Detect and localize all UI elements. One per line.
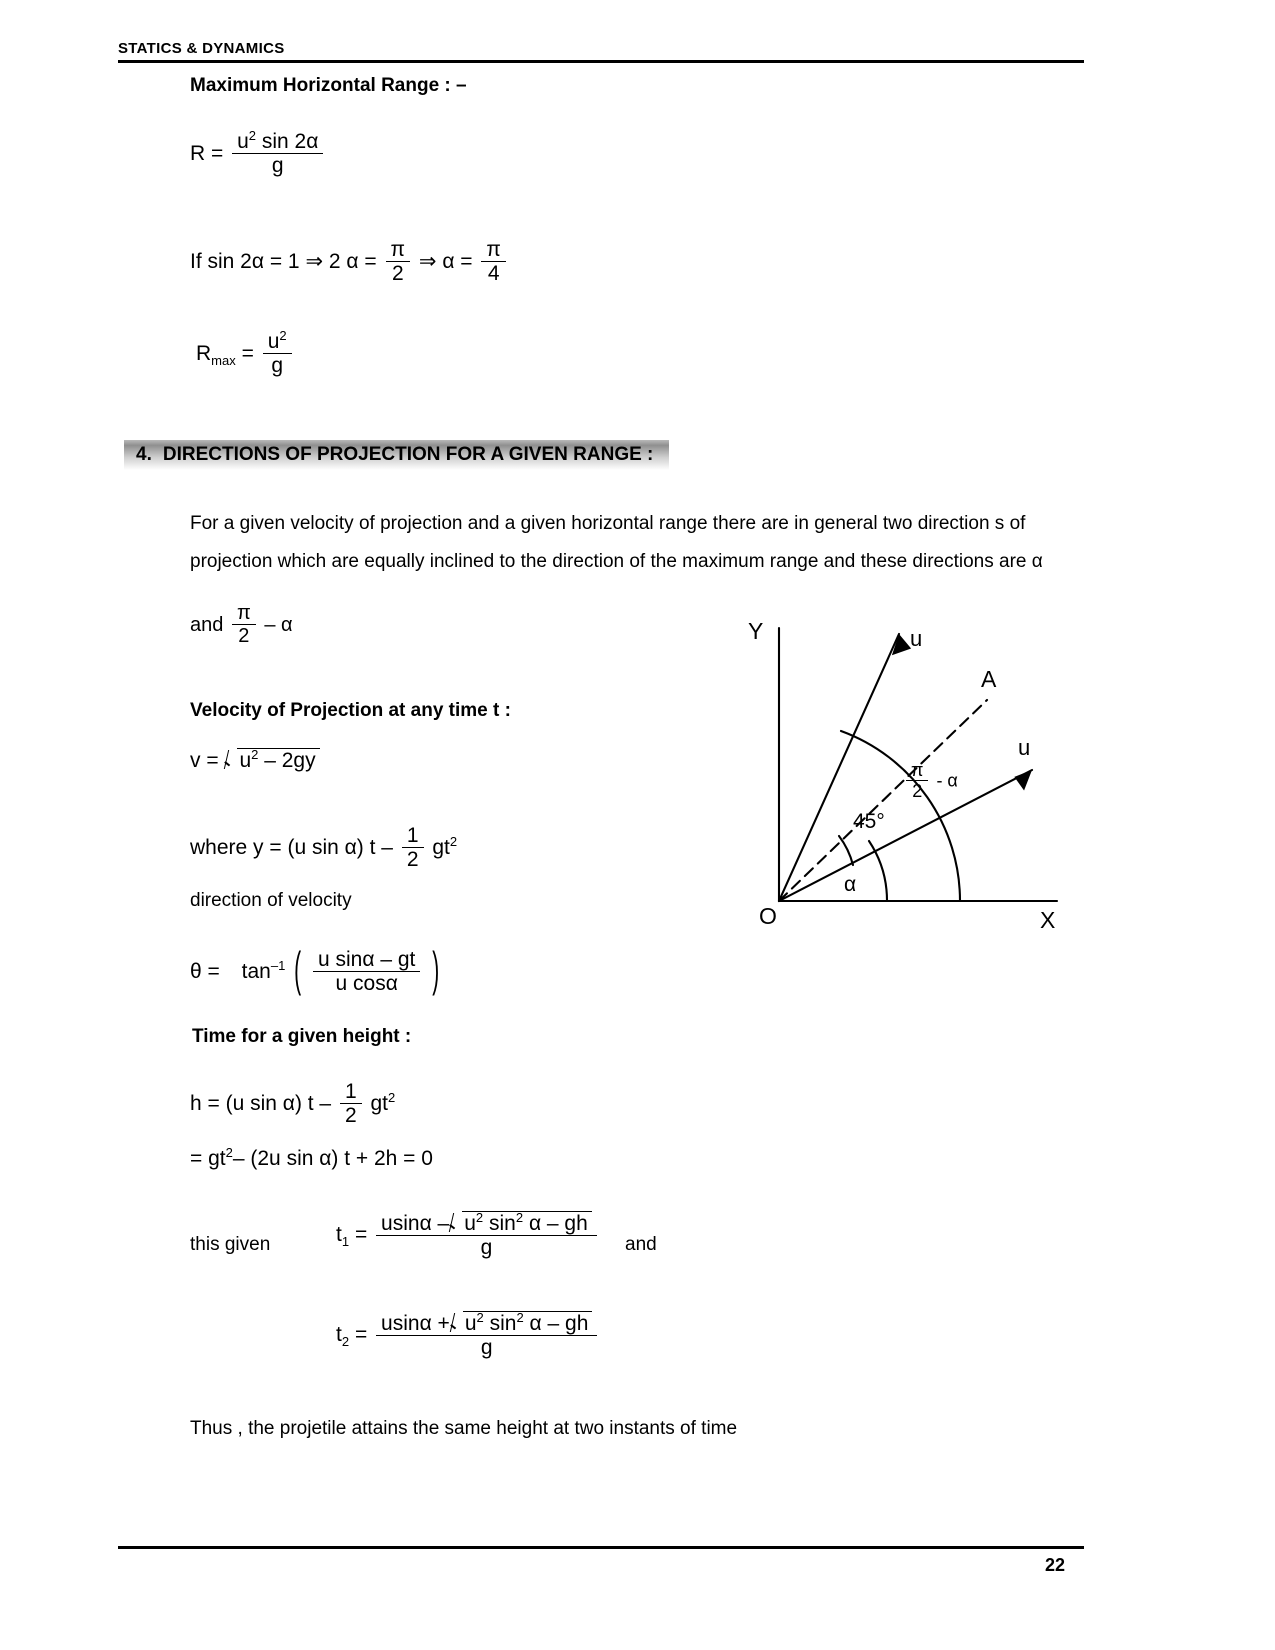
heading-velocity-of-projection: Velocity of Projection at any time t : [190, 700, 511, 721]
section-header-bar [124, 440, 669, 470]
projection-directions-diagram [735, 610, 1085, 945]
height-den: 2 [340, 1103, 362, 1126]
formula-theta [190, 944, 442, 997]
complement-den: 2 [906, 780, 928, 800]
rmax-equals: = [241, 342, 254, 366]
intro-paragraph [190, 505, 1090, 581]
complement-num: π [911, 760, 924, 780]
formula-t2 [336, 1312, 600, 1359]
quadratic-tail: – (2u sin α) t + 2h = 0 [232, 1147, 433, 1170]
heading-maximum-horizontal-range: Maximum Horizontal Range : – [190, 75, 467, 96]
formula-quadratic [190, 1145, 433, 1170]
rmax-fraction [263, 328, 292, 377]
running-head: STATICS & DYNAMICS [118, 40, 285, 57]
formula-range [190, 128, 326, 177]
theta-numerator: u sinα – gt [318, 948, 416, 971]
condition-implies-1: ⇒ [305, 250, 324, 274]
theta-fraction [313, 949, 420, 994]
diagram-label-y: Y [748, 618, 764, 644]
and-angle-den: 2 [232, 624, 256, 646]
page-number: 22 [1045, 1555, 1066, 1575]
and-angle-prefix: and [190, 613, 224, 636]
header-rule [118, 60, 1084, 63]
diagram-label-o: O [759, 903, 777, 929]
label-direction-of-velocity: direction of velocity [190, 890, 352, 911]
intro-paragraph-line-1: For a given velocity of projection and a given horizontal range there are in general two direction s of [190, 513, 1026, 534]
diagram-label-x: X [1040, 907, 1056, 933]
closing-sentence: Thus , the projetile attains the same height at two instants of time [190, 1418, 738, 1439]
diagram-label-45-degrees: 45° [853, 810, 885, 833]
theta-denominator: u cosα [313, 971, 420, 994]
t2-lhs: $t_2$ [336, 1323, 350, 1350]
label-this-given: this given [190, 1234, 271, 1255]
t2-radicand: $u^2$ $\sin^2 \alpha$ – gh [463, 1311, 593, 1334]
condition-frac2-num: π [486, 238, 501, 261]
height-prefix: h = (u sin α) t – [190, 1092, 332, 1116]
diagram-label-complement-angle [903, 762, 958, 801]
and-angle-num: π [236, 602, 251, 624]
complement-fraction [906, 761, 928, 800]
quadratic-lead: = gt [190, 1147, 226, 1170]
t1-radicand: $u^2$ $\sin^2 \alpha$ – gh [462, 1211, 592, 1234]
t1-equals: = [354, 1223, 368, 1247]
condition-mid: 2 α = [328, 250, 377, 274]
arc-45 [839, 836, 853, 865]
where-y-tail: $gt^2$ [432, 834, 458, 860]
diagram-label-alpha: α [844, 873, 857, 896]
condition-frac2-den: 4 [481, 261, 506, 284]
condition-prefix: If sin 2α = 1 [190, 250, 300, 274]
diagram-label-u-upper: u [910, 626, 923, 651]
formula-where-y [190, 826, 457, 871]
formula-range-lhs: R = [190, 142, 224, 166]
formula-range-denominator: g [232, 153, 323, 176]
ray-u-upper [779, 634, 899, 901]
rmax-denominator: g [263, 353, 292, 376]
t1-lhs: $t_1$ [336, 1223, 350, 1250]
where-y-den: 2 [402, 847, 424, 870]
formula-range-fraction [232, 128, 323, 177]
height-tail: $gt^2$ [370, 1090, 396, 1116]
velocity-radicand: $u^2 - 2gy$ [237, 748, 319, 771]
t2-radical [450, 1311, 593, 1334]
t2-numerator: $usin\alpha + u^2$ $\sin^2 \alpha$ – gh [376, 1311, 597, 1335]
complement-tail: - α [936, 770, 958, 791]
condition-fraction-2 [481, 239, 506, 284]
where-y-prefix: where y = (u sin α) t – [190, 836, 393, 860]
section-number: 4. [136, 444, 152, 465]
rmax-numerator: $u^2$ [267, 328, 287, 353]
formula-range-numerator: $u^2$ sin 2α [237, 128, 319, 153]
formula-condition [190, 240, 509, 285]
heading-time-for-given-height: Time for a given height : [192, 1026, 412, 1047]
height-num: 1 [344, 1080, 357, 1103]
footer-rule [118, 1546, 1084, 1549]
and-angle-fraction [232, 603, 256, 646]
t1-denominator: g [376, 1235, 597, 1258]
condition-frac1-num: π [390, 238, 406, 261]
formula-rmax [196, 328, 295, 377]
quadratic-exp: 2 [225, 1145, 233, 1160]
formula-and-angle [190, 604, 293, 647]
t2-equals: = [354, 1323, 368, 1347]
and-angle-tail: – α [264, 613, 293, 636]
theta-lhs: θ = [190, 960, 220, 984]
velocity-radical [224, 748, 319, 771]
condition-tail: α = [442, 250, 473, 274]
t1-numerator: usinα – $u^2$ $\sin^2 \alpha$ – gh [376, 1211, 597, 1235]
height-fraction [340, 1081, 362, 1126]
where-y-num: 1 [406, 824, 419, 847]
diagram-label-u-lower: u [1018, 735, 1031, 760]
where-y-fraction [402, 825, 424, 870]
label-and: and [625, 1234, 657, 1255]
t2-fraction [376, 1311, 597, 1358]
condition-fraction-1 [386, 239, 411, 284]
t1-fraction [376, 1211, 597, 1258]
theta-open-paren: ( [294, 944, 302, 997]
intro-paragraph-line-2: projection which are equally inclined to the direction of the maximum range and these directions are α [190, 551, 1043, 572]
rmax-lhs: $R_{max}$ [196, 342, 236, 369]
diagram-label-a: A [981, 666, 997, 692]
formula-velocity [190, 748, 320, 771]
arrowhead-u-lower [1014, 770, 1033, 791]
theta-arctan: $\tan^{-1}$ [241, 958, 286, 984]
condition-implies-2: ⇒ [418, 250, 437, 274]
theta-close-paren: ) [432, 944, 440, 997]
formula-t1 [336, 1212, 600, 1259]
condition-frac1-den: 2 [386, 261, 411, 284]
section-title: DIRECTIONS OF PROJECTION FOR A GIVEN RANGE : [162, 444, 654, 465]
velocity-lhs: v = [190, 749, 219, 772]
formula-height [190, 1082, 395, 1127]
t2-denominator: g [376, 1335, 597, 1358]
t1-radical [449, 1211, 592, 1234]
arrowhead-u-upper [889, 633, 912, 656]
